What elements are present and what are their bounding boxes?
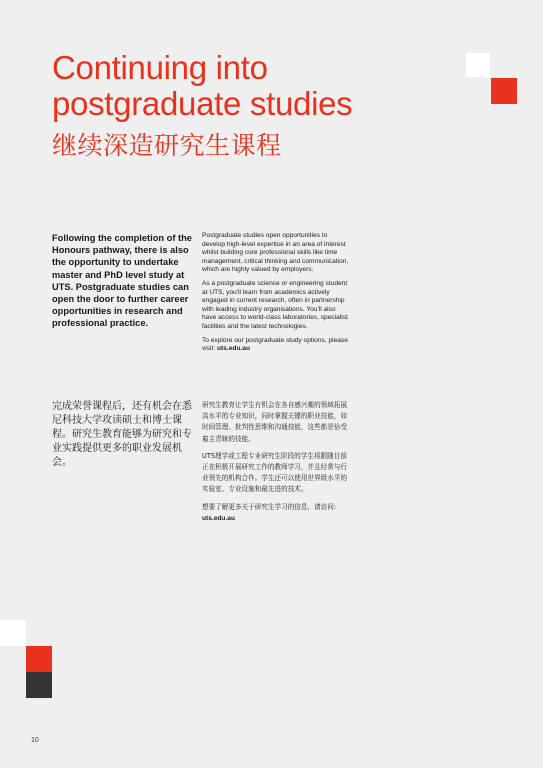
title-line-1: Continuing into	[52, 49, 268, 86]
english-body-paragraph-3	[202, 337, 350, 354]
chinese-body-paragraph-3	[202, 502, 350, 524]
chinese-visit-text: 想要了解更多关于研究生学习的信息，请访问:	[202, 502, 337, 511]
chinese-body-column	[202, 400, 350, 530]
chinese-website-link[interactable]: uts.edu.au	[202, 514, 235, 522]
decorative-red-square-left	[26, 646, 52, 672]
decorative-white-square	[466, 53, 490, 77]
chinese-body-paragraph-1: 研究生教育让学生有机会在各自感兴趣的领域拓展高水平的专业知识，同时掌握关键的职业技能，如时间管理、批判性思维和沟通技能，这些都是倍受雇主青睐的技能。	[202, 401, 348, 443]
decorative-red-square	[491, 78, 517, 104]
page-number: 10	[31, 737, 39, 744]
chinese-body-paragraph-2: UTS理学或工程专业研究生阶段的学生将跟随目前正在积极开展研究工作的教师学习，并且经常与行业领先的机构合作。学生还可以使用世界级水平的实验室、专业设施和最先进的技术。	[202, 451, 348, 494]
page-title	[52, 50, 352, 122]
title-line-2: postgraduate studies	[52, 85, 353, 122]
english-body-paragraph-1: Postgraduate studies open opportunities to develop high-level expertise in an area of interest whilst building core professional skills like time management, critical thinking and communication, which are highly valued by employers.	[202, 232, 349, 274]
english-body-paragraph-2: As a postgraduate science or engineering student at UTS, you'll learn from academics actively engaged in current research, often in partnership with leading industry organisations. You'll also have access to world-class laboratories, specialist facilities and the latest technologies.	[202, 279, 348, 330]
decorative-dark-square-left	[26, 672, 52, 698]
english-body-column	[202, 232, 350, 359]
english-lead-paragraph: Following the completion of the Honours pathway, there is also the opportunity to undertake master and PhD level study at UTS. Postgraduate studies can open the door to further career opportunities in research and professional practice.	[52, 233, 192, 329]
chinese-lead-paragraph: 完成荣誉课程后，还有机会在悉尼科技大学攻读硕士和博士课程。研究生教育能够为研究和专业实践提供更多的职业发展机会。	[52, 401, 192, 468]
english-website-link[interactable]: uts.edu.au	[217, 345, 251, 353]
page-title-chinese: 继续深造研究生课程	[52, 131, 282, 160]
english-visit-text: To explore our postgraduate study options, please visit:	[202, 336, 348, 353]
decorative-white-square-left	[0, 620, 26, 646]
